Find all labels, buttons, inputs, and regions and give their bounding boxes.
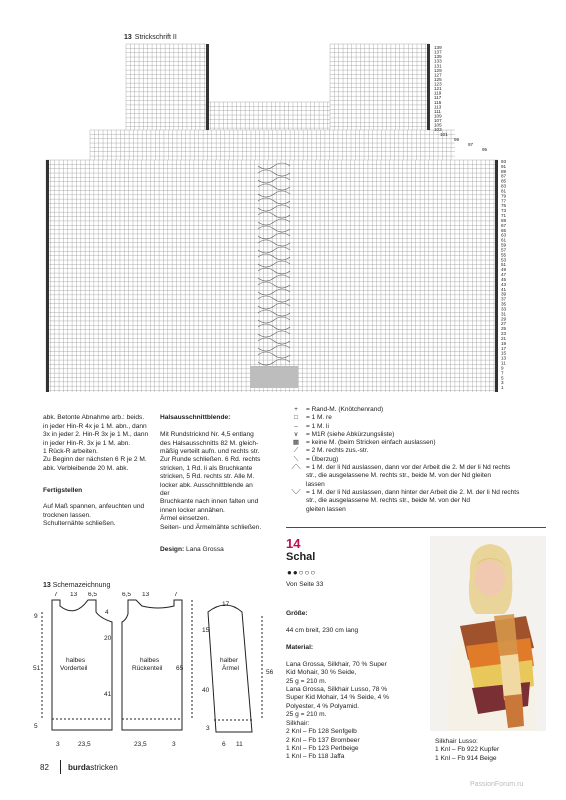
row-number: 95 [482,147,488,152]
row-number: 17 [501,345,507,351]
row-number: 1 [501,385,504,391]
svg-text:6,5: 6,5 [122,592,132,598]
legend-symbol: + [294,406,298,413]
row-number: 61 [501,237,507,243]
row-number: 51 [501,262,507,268]
row-number: 121 [434,86,442,92]
front-label-1: halbes [66,657,86,664]
svg-text:4: 4 [105,609,109,616]
row-number: 67 [501,222,507,228]
row-number: 71 [501,213,507,219]
svg-text:56: 56 [266,669,274,676]
row-number: 63 [501,232,507,238]
row-number: 13 [501,355,507,361]
lusso-block: Silkhair Lusso: 1 Knl – Fb 922 Kupfer 1 Knl – Fb 914 Beige [435,738,500,762]
row-number: 43 [501,281,507,287]
row-number: 107 [434,118,442,124]
legend-symbol: ⟋ [293,447,299,455]
row-number: 21 [501,335,507,341]
row-number: 119 [434,90,442,96]
row-number: 83 [501,183,507,189]
row-number: 9 [501,365,504,371]
instructions-column-2 [160,406,264,562]
watermark: PassionForum.ru [470,781,524,788]
svg-text:23,5: 23,5 [78,741,91,748]
legend-symbol: ⟍ [293,455,299,463]
svg-text:9: 9 [34,613,38,620]
row-number: 37 [501,296,507,302]
material-text: Lana Grossa, Silkhair, 70 % Super Kid Mohair, 30 % Seide, 25 g = 210 m. Lana Grossa, Silkhair Lusso, 78 % Super Kid Mohair, 14 % Seide, 4 % Polyester, 4 % Polyamid. 25 g = 210 m. Silkhair: 2 Knl – Fb 128 Senfgelb 2 Knl – Fb 137 Brombeer 1 Knl – Fb 123 Perlbeige 1 Knl – Fb 118 Jaffa [286,660,389,761]
design-credit: Design: Lana Grossa [160,545,224,553]
svg-text:Ärmel: Ärmel [222,665,239,672]
row-number: 77 [501,198,507,204]
svg-text:7: 7 [54,592,58,598]
row-number: 65 [501,227,507,233]
svg-text:3: 3 [56,741,60,748]
row-number: 127 [434,72,442,78]
row-number: 7 [501,370,504,376]
decrease-instructions: abk. Betonte Abnahme arb.: beids. in jeder Hin-R 4x je 1 M. abn., dann 3x in jeder 2. Hin-R 3x je 1 M., dann in jeder Hin-R. 3x je 1 M. abn. 1 Rück-R arbeiten. Zu Beginn der nächsten 6 R je 2 M. abk. Verbleibende 20 M. abk. [43,414,149,472]
section-title: Schal [286,551,316,563]
svg-text:3: 3 [206,725,210,732]
row-number: 133 [434,58,442,64]
svg-text:13: 13 [142,592,150,598]
svg-text:6: 6 [222,741,226,748]
svg-text:15: 15 [202,627,210,634]
svg-text:5: 5 [34,723,38,730]
row-number: 3 [501,380,504,386]
symbol-legend [286,406,546,514]
row-number: 123 [434,81,442,87]
row-number: 11 [501,360,506,366]
section-divider [286,527,546,528]
row-number: 115 [434,99,442,105]
row-number: 103 [434,127,442,133]
legend-text: = keine M. (beim Stricken einfach auslassen) [306,439,436,447]
svg-text:17: 17 [222,601,230,608]
row-number: 15 [501,350,507,356]
row-number: 117 [434,95,442,101]
from-page: Von Seite 33 [286,581,324,588]
legend-symbol: ∨ [293,430,299,438]
finishing-heading: Fertigstellen [43,486,83,494]
row-number: 129 [434,67,442,73]
row-number: 111 [434,108,441,114]
legend-row [286,456,546,464]
row-number: 73 [501,208,507,214]
row-number: 23 [501,331,507,337]
material-label: Material: [286,644,314,652]
row-number: 55 [501,252,507,258]
row-number: 41 [501,286,507,292]
row-number: 45 [501,276,507,282]
row-number: 59 [501,242,507,248]
neckband-heading: Halsausschnittblende: [160,414,231,422]
chart-title-text: Strickschrift II [134,34,177,41]
footer-divider [60,760,61,774]
row-number: 19 [501,340,507,346]
row-number: 69 [501,217,507,223]
row-number: 139 [434,45,442,50]
legend-symbol: ▩ [292,439,300,447]
row-number: 57 [501,247,507,253]
svg-text:3: 3 [172,741,176,748]
legend-text: = M1R (siehe Abkürzungsliste) [306,430,395,438]
model-photo [430,536,546,731]
legend-text: = 1 M. re [306,414,332,422]
row-number: 27 [501,321,507,327]
svg-text:51: 51 [33,665,41,672]
row-number: 31 [501,311,507,317]
row-number: 113 [434,104,442,110]
legend-row [286,406,546,414]
row-number: 137 [434,49,442,55]
row-number: 49 [501,267,507,273]
svg-text:13: 13 [70,592,78,598]
row-number: 125 [434,76,442,82]
row-number: 53 [501,257,507,263]
chart-number: 13 [124,34,132,41]
legend-text: = 1 M. der li Nd auslassen, dann vor der Arbeit die 2. M der li Nd rechts str., die ausgelassene M. rechts str., beide M. von der Nd gleiten lassen [306,464,511,488]
row-number: 131 [434,63,442,69]
legend-row [286,414,546,422]
row-number: 81 [501,188,507,194]
legend-symbol: □ [294,414,298,422]
svg-text:halber: halber [220,657,239,664]
row-number: 5 [501,375,504,381]
row-number: 47 [501,272,507,278]
legend-text: = Überzug) [306,455,339,463]
row-number: 33 [501,306,507,312]
size-label: Größe: [286,610,308,618]
row-number: 105 [434,122,442,128]
row-number: 97 [468,142,474,147]
legend-row [286,423,546,431]
row-number: 35 [501,301,507,307]
row-number: 39 [501,291,507,297]
legend-text: = 1 M. li [306,422,329,430]
chart-title [124,34,177,41]
legend-row [286,464,546,489]
section-number: 14 [286,536,301,551]
row-number: 135 [434,54,442,60]
legend-symbol: ⟋⟍ [291,464,301,472]
size-value: 44 cm breit, 230 cm lang [286,627,359,635]
svg-text:23,5: 23,5 [134,741,147,748]
neckband-text: Mit Rundstricknd Nr. 4,5 entlang des Halsausschnitts 82 M. gleich- mäßig verteilt aufn. und rechts str. Zur Runde schließen. 6 Rd. rechts stricken, 1 Rd. li als Bruchkante stricken, 5 Rd. rechts str. Alle M. locker abk. Ausschnittblende an der Bruchkante nach innen falten und innen locker annähen. Ärmel einsetzen. Seiten- und Ärmelnähte schließen. [160,431,262,531]
legend-row [286,447,546,455]
legend-text: = Rand-M. (Knötchenrand) [306,406,384,413]
legend-symbol: ⟍⟋ [291,488,301,496]
svg-text:7: 7 [174,592,178,598]
row-number: 91 [501,163,507,169]
row-number: 29 [501,316,507,322]
legend-text: = 2 M. rechts zus.-str. [306,447,369,455]
svg-text:20: 20 [104,635,112,642]
brand-logo: burdastricken [68,763,118,772]
finishing-text: Auf Maß spannen, anfeuchten und trocknen lassen. Schulternähte schließen. [43,503,145,528]
svg-text:11: 11 [236,741,243,748]
row-number: 99 [454,137,460,142]
row-number: 87 [501,173,507,179]
row-number: 101 [440,132,448,137]
row-number: 79 [501,193,507,199]
svg-text:Rückenteil: Rückenteil [132,665,163,672]
legend-text: = 1 M. der li Nd auslassen, dann hinter der Arbeit die 2. M. der li Nd rechts str., die ausgelassene M. rechts str., beide M. von der Nd gleiten lassen [306,488,520,513]
page-number: 82 [40,763,49,772]
difficulty-rating: ●●○○○ [287,568,317,577]
row-number: 85 [501,178,507,184]
svg-text:65: 65 [176,665,184,672]
legend-row [286,439,546,447]
instructions-column-1 [43,406,161,537]
schema-title: 13 Schemazeichnung [43,582,111,589]
svg-text:halbes: halbes [140,657,160,664]
knitting-chart [30,42,530,398]
svg-text:41: 41 [104,691,112,698]
svg-text:6,5: 6,5 [88,592,98,598]
legend-row [286,489,546,514]
svg-text:Vorderteil: Vorderteil [60,665,88,672]
legend-symbol: – [294,422,298,430]
row-number: 89 [501,168,507,174]
legend-row [286,431,546,439]
row-number: 109 [434,113,442,119]
schematic-drawing [30,592,280,757]
row-number: 93 [501,159,507,164]
row-number: 25 [501,326,507,332]
materials-block [286,602,436,770]
row-number: 75 [501,203,507,209]
svg-text:40: 40 [202,687,210,694]
